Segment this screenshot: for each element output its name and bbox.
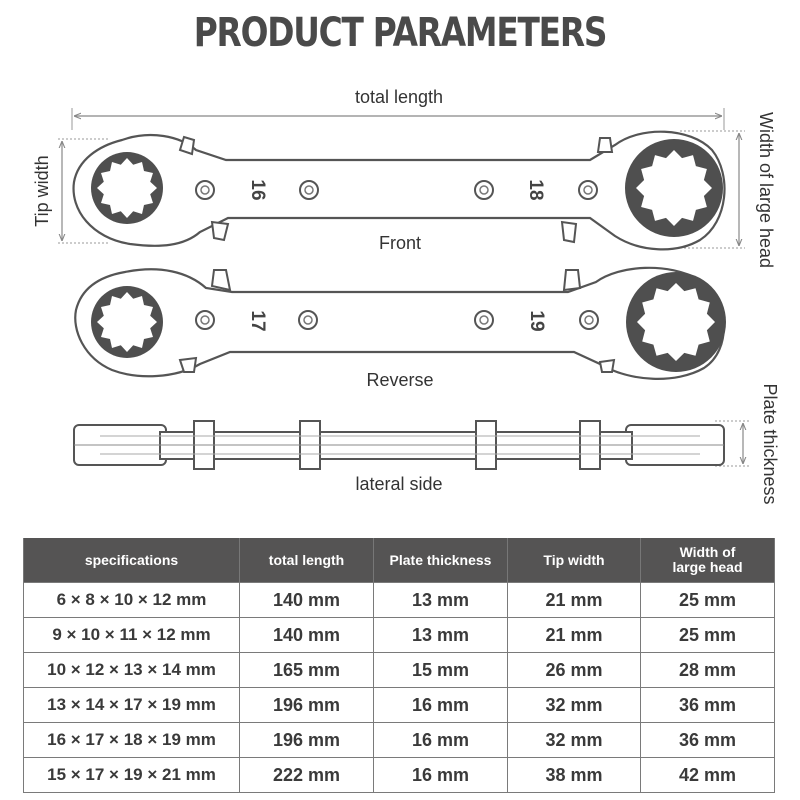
column-header: Width of large head [641, 538, 775, 583]
table-row [24, 583, 775, 618]
table-row [24, 618, 775, 653]
table-cell: 13 mm [374, 618, 508, 653]
table-cell: 165 mm [240, 653, 374, 688]
table-cell: 38 mm [508, 758, 641, 793]
table-cell: 36 mm [641, 688, 775, 723]
table-cell: 196 mm [240, 723, 374, 758]
table-row [24, 688, 775, 723]
table-cell: 16 × 17 × 18 × 19 mm [24, 723, 240, 758]
column-header: Tip width [508, 538, 641, 583]
size-marking: 16 [246, 179, 268, 201]
table-cell: 36 mm [641, 723, 775, 758]
size-marking: 17 [246, 310, 268, 332]
table-cell: 222 mm [240, 758, 374, 793]
table-cell: 42 mm [641, 758, 775, 793]
wrench-lateral [74, 421, 724, 494]
total-length-label: total length [354, 87, 444, 107]
table-cell: 15 mm [374, 653, 508, 688]
table-row [24, 758, 775, 793]
table-cell: 196 mm [240, 688, 374, 723]
table-cell: 25 mm [641, 583, 775, 618]
table-cell: 32 mm [508, 723, 641, 758]
large-head-width-label: Width of large head [756, 111, 776, 269]
table-cell: 32 mm [508, 688, 641, 723]
lateral-label: lateral side [355, 474, 443, 494]
reverse-label: Reverse [366, 370, 434, 390]
front-label: Front [378, 233, 422, 253]
wrench-front [74, 132, 725, 253]
table-row [24, 723, 775, 758]
tip-width-label: Tip width [32, 155, 52, 227]
table-cell: 15 × 17 × 19 × 21 mm [24, 758, 240, 793]
table-cell: 16 mm [374, 723, 508, 758]
size-marking: 18 [524, 179, 546, 201]
table-cell: 16 mm [374, 688, 508, 723]
table-cell: 26 mm [508, 653, 641, 688]
table-cell: 28 mm [641, 653, 775, 688]
table-cell: 140 mm [240, 618, 374, 653]
table-cell: 13 mm [374, 583, 508, 618]
table-cell: 6 × 8 × 10 × 12 mm [24, 583, 240, 618]
table-cell: 21 mm [508, 618, 641, 653]
total-length-dimension [72, 87, 724, 130]
table-cell: 13 × 14 × 17 × 19 mm [24, 688, 240, 723]
size-marking: 19 [525, 310, 547, 332]
table-cell: 140 mm [240, 583, 374, 618]
column-header: total length [240, 538, 374, 583]
table-cell: 10 × 12 × 13 × 14 mm [24, 653, 240, 688]
spec-table [23, 538, 775, 793]
column-header: specifications [24, 538, 240, 583]
table-cell: 21 mm [508, 583, 641, 618]
page-title: PRODUCT PARAMETERS [193, 10, 607, 56]
column-header: Plate thickness [374, 538, 508, 583]
table-cell: 25 mm [641, 618, 775, 653]
table-cell: 16 mm [374, 758, 508, 793]
plate-thickness-label: Plate thickness [760, 383, 780, 505]
table-cell: 9 × 10 × 11 × 12 mm [24, 618, 240, 653]
table-header-row [24, 538, 775, 583]
wrench-reverse [75, 268, 726, 390]
table-row [24, 653, 775, 688]
